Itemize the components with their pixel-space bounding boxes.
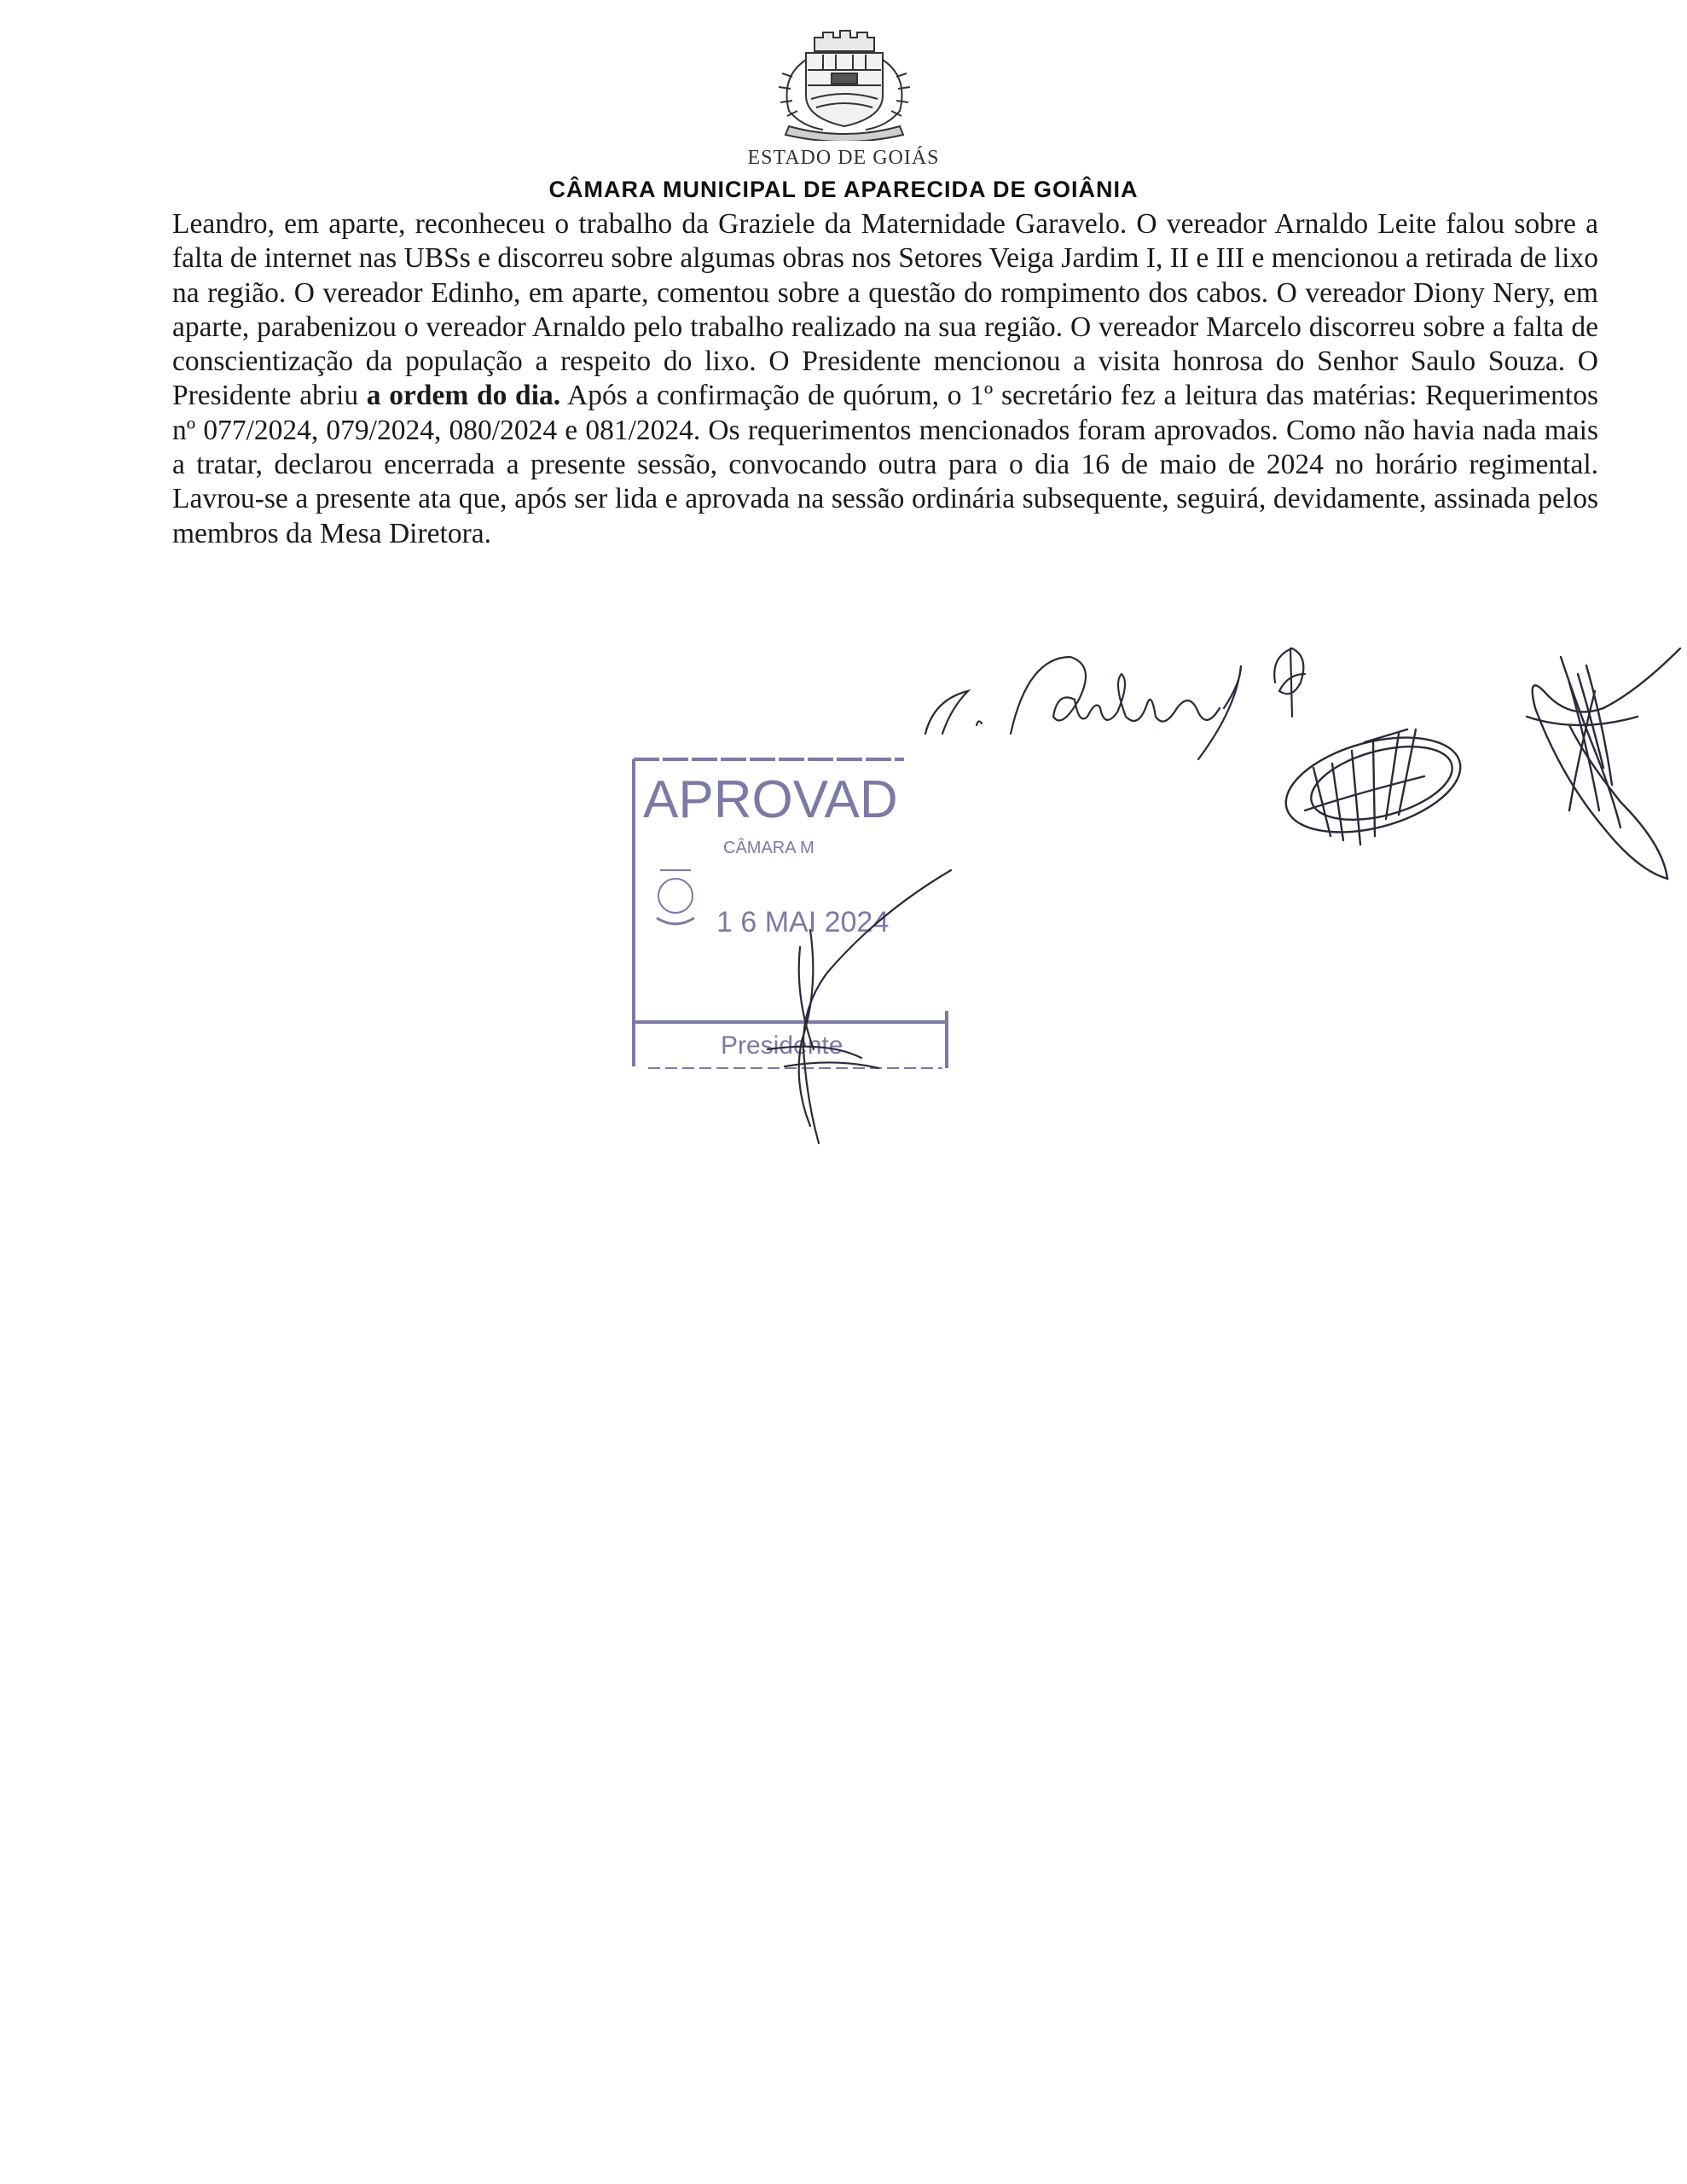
signature-2: [1279, 717, 1484, 862]
stamp-role: Presidente: [721, 1031, 844, 1060]
stamp-title: APROVAD: [643, 770, 898, 829]
state-name: ESTADO DE GOIÁS: [747, 147, 940, 169]
president-signature: [751, 845, 964, 1152]
stamp-org: CÂMARA M: [723, 839, 815, 857]
stamp-date: 1 6 MAI 2024: [716, 906, 890, 938]
minutes-paragraph: [172, 207, 1598, 551]
minutes-text-part-1: Leandro, em aparte, reconheceu o trabalho da Graziele da Maternidade Garavelo. O vereador Arnaldo Leite falou sobre a falta de internet nas UBSs e discorreu sobre algumas obras nos Setores Veiga Jardim I, II e III e mencionou a retirada de lixo na região. O vereador Edinho, em aparte, comentou sobre a questão do rompimento dos cabos. O vereador Diony Nery, em aparte, parabenizou o vereador Arnaldo pelo trabalho realizado na sua região. O vereador Marcelo discorreu sobre a falta de conscientização da população a respeito do lixo. O Presidente mencionou a visita honrosa do Senhor Saulo Souza. O Presidente abriu: [172, 208, 1598, 412]
minutes-bold-phrase: a ordem do dia.: [366, 380, 561, 412]
coat-of-arms-logo: [755, 26, 934, 141]
signature-3: [1510, 640, 1684, 887]
minutes-text-part-2: Após a confirmação de quórum, o 1º secretário fez a leitura das matérias: Requerimentos nº 077/2024, 079/2024, 080/2024 e 081/2024. Os requerimentos mencionados foram aprovados. Como não havia nada mais a tratar, declarou encerrada a presente sessão, convocando outra para o dia 16 de maio de 2024 no horário regimental. Lavrou-se a presente ata que, após ser lida e aprovada na sessão ordinária subsequente, seguirá, devidamente, assinada pelos membros da Mesa Diretora.: [172, 380, 1598, 549]
chamber-name: CÂMARA MUNICIPAL DE APARECIDA DE GOIÂNIA: [548, 177, 1139, 202]
